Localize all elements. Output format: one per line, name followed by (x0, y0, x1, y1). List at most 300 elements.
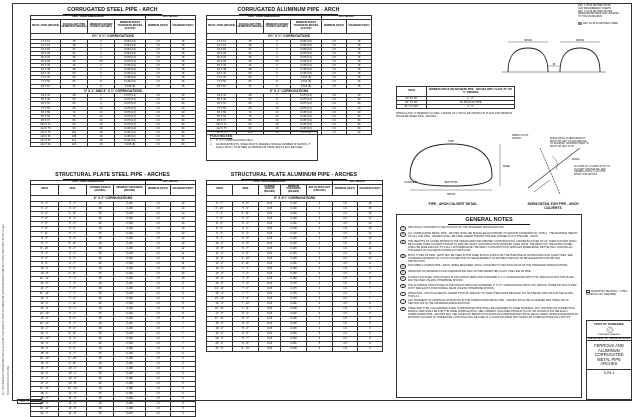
table-cell: 103 X 71 (207, 122, 237, 126)
table-cell: 31.8 (259, 236, 281, 241)
table-cell: 18 (87, 412, 114, 417)
table-cell: 0.109 (12) (115, 131, 146, 135)
table-cell: 54 (237, 72, 264, 76)
table-cell: 4 (307, 216, 333, 221)
table-cell: 5 (307, 346, 333, 351)
table-cell: 24 X 18 (31, 47, 61, 51)
table-cell: 13' - 9" (207, 276, 233, 281)
table-cell: 1' - 0" (427, 97, 515, 101)
table-cell: 0.105 (12) (291, 59, 322, 63)
table-cell: 1.5 (146, 377, 171, 382)
table-cell: 20' - 7" (31, 412, 59, 417)
table-cell: 1.5 (146, 362, 171, 367)
table-cell: 18 (87, 261, 114, 266)
table-cell: 112 X 75 (31, 126, 61, 130)
table-cell: 0.100 (281, 231, 307, 236)
table-cell: 1.5 (333, 326, 358, 331)
table-cell: 17 X 13 (207, 39, 237, 43)
revision-line (578, 22, 634, 26)
table-cell: 15 (237, 39, 264, 43)
table-cell: 18 (87, 351, 114, 356)
table-cell: 18 (87, 382, 114, 387)
table-cell: 0.225 (281, 316, 307, 321)
table-cell: 6 (171, 356, 196, 361)
table-cell: 0.138 (114, 362, 146, 367)
table-cell: 1.5 (146, 311, 171, 316)
table-cell: 72 (61, 84, 88, 88)
table-cell: 14 (264, 110, 291, 114)
table-cell: 10 (358, 256, 383, 261)
table-cell: 15 (171, 43, 196, 47)
table-cell: 20 (347, 131, 372, 135)
table-cell: 5' - 11" (59, 241, 87, 246)
table-cell: 10' - 6" (59, 377, 87, 382)
table-cell: 7 (88, 94, 115, 98)
table-cell: 3 (88, 47, 115, 51)
table-cell: 54 (61, 72, 88, 76)
table-cell: 18 (61, 43, 88, 47)
table-cell: 7' - 2" (233, 271, 259, 276)
table-cell: 1.5 (146, 221, 171, 226)
table-cell: 8' - 7" (59, 321, 87, 326)
table-cell: 6' - 7" (59, 261, 87, 266)
table-cell: 0.109 (114, 311, 146, 316)
table-cell: 5' - 1" (59, 216, 87, 221)
table-cell: 15 (171, 55, 196, 59)
table-cell: 4 (307, 296, 333, 301)
general-notes-title: GENERAL NOTES (397, 217, 581, 225)
table-cell: 60 X 46 (31, 98, 61, 102)
table-cell: 18 (87, 241, 114, 246)
table-cell: 0.079 (14) (115, 98, 146, 102)
table-cell: 9' - 5" (59, 346, 87, 351)
table-cell: 16 (88, 122, 115, 126)
table-cell: 1.5 (322, 114, 347, 118)
table-cell: 5 (358, 331, 383, 336)
table-cell: 142 X 91 (31, 143, 61, 147)
table-cell: 7' - 8" (31, 226, 59, 231)
table-cell: 1/2 SPAN OF PIPE (427, 101, 515, 105)
table-cell: 8' - 9" (59, 326, 87, 331)
table-cell: 20 (347, 110, 372, 114)
ssp-h-min: MINIMUM (FEET) (146, 184, 171, 195)
table-cell: 6' - 8" (233, 251, 259, 256)
table-cell: 8' - 7" (31, 241, 59, 246)
table-cell: 5' - 9" (59, 236, 87, 241)
table-cell: 6' - 6" (233, 241, 259, 246)
drawing-name-line: FERROUS AND (594, 343, 624, 348)
table-cell: 0.168 (8) (115, 84, 146, 88)
table-cell: 108 (61, 135, 88, 139)
table-cell: 0.109 (114, 306, 146, 311)
table-cell: 9' - 11" (59, 362, 87, 367)
table-cell: 1.5 (333, 231, 358, 236)
table-cell: 13 (171, 226, 196, 231)
table-cell: 15 (171, 84, 196, 88)
table-cell: 0.125 (281, 236, 307, 241)
table-cell: 31.8 (259, 286, 281, 291)
table-cell: 6 (358, 311, 383, 316)
table-cell: 1.5 (146, 143, 171, 147)
table-cell: 42 X 29 (207, 59, 237, 63)
sap-title: STRUCTURAL PLATE ALUMINUM PIPE - ARCHES (206, 172, 382, 180)
note-letter-badge: K (400, 307, 406, 311)
table-cell: 5 (171, 397, 196, 402)
table-cell: 18 (87, 387, 114, 392)
table-cell: 12' - 10" (31, 311, 59, 316)
table-cell: 4 (307, 256, 333, 261)
general-note-item (400, 292, 578, 298)
side-file-path: Q:\ STANDARD DRAWINGS\D-CULVERT\ FERROUS AND ALUMINUM CORRUGATED METAL PIPE ARCHES D-PA-4.dgn (1, 224, 5, 395)
table-cell: 0.109 (114, 241, 146, 246)
table-cell: 1.5 (146, 412, 171, 417)
table-cell: 36 (61, 59, 88, 63)
table-cell: 18 (87, 221, 114, 226)
legend (586, 290, 632, 297)
table-cell: 10' - 2" (207, 241, 233, 246)
table-cell: 48 (237, 68, 264, 72)
table-cell: 0.109 (114, 296, 146, 301)
table-cell: 14' - 1" (31, 326, 59, 331)
table-cell: 36" TO 84" (397, 101, 427, 105)
table-cell: 31.8 (259, 221, 281, 226)
table-cell: 0.138 (114, 351, 146, 356)
table-cell: 31.8 (259, 291, 281, 296)
table-cell: 11' - 4" (59, 402, 87, 407)
csp-title: CORRUGATED STEEL PIPE - ARCH (30, 7, 195, 15)
table-cell: 18 (87, 341, 114, 346)
table-cell: UP TO 36" (397, 97, 427, 101)
table-cell: 3 (88, 51, 115, 55)
table-cell: 0.109 (114, 231, 146, 236)
table-cell: 1.5 (146, 271, 171, 276)
table-cell: 20 (171, 106, 196, 110)
table-cell: 0.109 (114, 336, 146, 341)
footnotes-title: FOOTNOTES (210, 133, 233, 138)
table-cell: 18 (87, 331, 114, 336)
table-cell: 72 (237, 84, 264, 88)
table-cell: 20 (171, 94, 196, 98)
table-cell: 4 (307, 271, 333, 276)
table-cell: 112 X 75 (207, 126, 237, 130)
table-cell: 15' - 10" (207, 296, 233, 301)
csp-table (30, 15, 196, 147)
table-cell: 1.5 (146, 106, 171, 110)
table-cell: 6 (171, 367, 196, 372)
footnote-item (210, 143, 314, 149)
table-cell: 1.5 (146, 236, 171, 241)
table-cell: 0.064 (16) (115, 43, 146, 47)
table-cell: 0.225 (281, 326, 307, 331)
table-cell: 7 (171, 326, 196, 331)
sap-h-rise: RISE (233, 184, 259, 195)
table-cell: 103 X 71 (31, 122, 61, 126)
table-cell: 1.5 (146, 231, 171, 236)
table-cell: 18 (87, 367, 114, 372)
table-cell: 15' - 4" (207, 291, 233, 296)
table-cell: 11' - 2" (59, 397, 87, 402)
cap-h-eq: EQUIVALENT PIPE DIAMETER (INCHES) (237, 19, 264, 33)
table-cell: 0.100 (281, 211, 307, 216)
table-cell: 18 (88, 139, 115, 143)
table-cell: 6 (171, 362, 196, 367)
table-cell: 10 (171, 266, 196, 271)
table-cell: 0.138 (114, 367, 146, 372)
table-cell: 19' - 11" (31, 407, 59, 412)
table-cell: 18 (87, 236, 114, 241)
table-cell: 7' - 3" (31, 221, 59, 226)
table-cell: 0.079 (14) (115, 106, 146, 110)
table-cell: 1.5 (146, 367, 171, 372)
table-cell: 12 (171, 236, 196, 241)
table-cell: 31.8 (259, 211, 281, 216)
table-cell: 0.109 (114, 251, 146, 256)
table-cell: 21' - 0" (207, 346, 233, 351)
table-cell: 90 (237, 122, 264, 126)
table-cell: 18 (87, 251, 114, 256)
spacing-note: WHEN CLASS "A" BEDDING IS USED, A SPACE OF 2' SHALL BE SHOWN ON PLANS FOR MINIMUM SPACE BETWEEN PIPE - ARCHES. (396, 112, 513, 118)
general-note-item (400, 270, 578, 274)
table-cell: 15 (171, 47, 196, 51)
table-cell: 9' - 6" (31, 256, 59, 261)
table-cell: 8' - 2" (31, 236, 59, 241)
table-cell: 42 (237, 64, 264, 68)
table-cell: 3 (264, 43, 291, 47)
skew-detail-caption: SKEW DETAIL FOR PIPE - ARCH CULVERTS (527, 202, 579, 210)
table-cell: 1.5 (333, 286, 358, 291)
table-cell: 7 (264, 76, 291, 80)
table-cell: 1.5 (146, 387, 171, 392)
table-cell: 20 (347, 126, 372, 130)
table-cell: 31.8 (259, 281, 281, 286)
table-cell: 5 (171, 407, 196, 412)
table-cell: 0.168 (8) (115, 143, 146, 147)
table-cell: 4 (307, 306, 333, 311)
table-cell: 10' - 1" (59, 367, 87, 372)
table-cell: 20 (171, 139, 196, 143)
table-cell: 6' - 5" (233, 236, 259, 241)
table-cell: 0.188 (114, 402, 146, 407)
cap-h-fill: FILL HEIGHT (322, 16, 372, 20)
table-cell: 1.5 (322, 122, 347, 126)
table-cell: 6 (358, 306, 383, 311)
table-cell: 18 (87, 226, 114, 231)
table-cell: 0.109 (114, 221, 146, 226)
table-cell: 3 (88, 39, 115, 43)
table-cell: 7' - 3" (59, 281, 87, 286)
table-cell: 0.075 (14) (291, 55, 322, 59)
table-cell: 1.5 (322, 106, 347, 110)
ssp-h-fill: FILL HEIGHT (146, 181, 196, 185)
spacing-table (396, 86, 515, 109)
table-cell: 60 (237, 102, 264, 106)
drawing-name-line: ARCHES (600, 361, 618, 367)
table-cell: 1.5 (333, 251, 358, 256)
table-row (31, 412, 196, 417)
road-label: ROAD (572, 158, 580, 161)
table-cell: 1.5 (146, 281, 171, 286)
table-cell: 8' - 10" (31, 246, 59, 251)
cap-title: CORRUGATED ALUMINUM PIPE - ARCH (206, 7, 371, 15)
table-cell: 10' - 10" (59, 387, 87, 392)
state-seal-icon (587, 326, 633, 334)
table-cell: 0.250 (281, 331, 307, 336)
table-cell: 20 (171, 98, 196, 102)
table-cell: 0.109 (114, 256, 146, 261)
general-note-item (400, 232, 578, 238)
table-cell: 0.109 (114, 286, 146, 291)
table-cell: 17' - 11" (207, 316, 233, 321)
table-cell: 8' - 4" (59, 311, 87, 316)
table-cell: 8 (264, 80, 291, 84)
table-cell: 0.109 (114, 206, 146, 211)
table-cell: 1.5 (322, 72, 347, 76)
table-cell: 1.5 (333, 261, 358, 266)
table-cell: 20 (347, 106, 372, 110)
table-cell: 0.109 (12) (115, 72, 146, 76)
table-cell: 0.100 (281, 216, 307, 221)
table-cell: 83 X 57 (31, 84, 61, 88)
table-cell: 15' - 8" (31, 351, 59, 356)
table-cell: 1.5 (146, 76, 171, 80)
note-text: STEEL AND TYPE 2 GALVANIZED STEEL CORRUGATED PIPE SHALL BE ASSIGNED TO SAME MATERIAL. ANY JOINTING OR CONNECTING BANDS USED SHALL BE FOR THE SAME CORRUGATION. SEE CURRENT QUALIFIED PRODUCTS LIST OR FOUND IN 615 HELICALLY CORRUGATED PIPE - ARCHES MAY USE COUPLING BANDS WITH ANNULAR CORRUGATIONS SHALL BE ALLOWED. WHEN EXTENSIONS AS EXISTING CULVERT IS CONNECTED. COUPLING WILL BE USED IF A COUPLING BAND WITH ANNULAR CORRUGATIONS WILL NOT FIT. (408, 307, 578, 320)
table-cell: 8 (88, 98, 115, 102)
corrugation-section-label: 2⅔" X ½" CORRUGATIONS (207, 33, 372, 39)
table-cell: 1.5 (146, 266, 171, 271)
table-cell: 1.5 (333, 301, 358, 306)
table-cell: 81 X 59 (31, 110, 61, 114)
table-cell: 1.5 (322, 94, 347, 98)
table-cell: 20 (171, 126, 196, 130)
table-cell: 20' - 6" (207, 341, 233, 346)
table-cell: 20 (347, 114, 372, 118)
table-cell: 0.138 (10) (115, 80, 146, 84)
table-cell: 1.5 (146, 131, 171, 135)
table-cell: 6 (171, 372, 196, 377)
table-cell: 1.5 (333, 206, 358, 211)
table-cell: 8 (358, 281, 383, 286)
table-cell: 8' - 11" (59, 331, 87, 336)
table-cell: 6 (171, 377, 196, 382)
table-cell: 0.075 (14) (291, 51, 322, 55)
table-cell: 18 (87, 316, 114, 321)
table-cell: 0.060 (16) (291, 39, 322, 43)
table-cell: 4 (307, 316, 333, 321)
table-cell: 5 (171, 392, 196, 397)
table-cell: 4 (307, 236, 333, 241)
table-cell: 18 (87, 346, 114, 351)
table-cell: 18 (264, 131, 291, 135)
table-cell: 5' - 9" (233, 206, 259, 211)
table-cell: 0.168 (114, 387, 146, 392)
table-cell: 1.5 (146, 392, 171, 397)
table-cell: 54 (237, 98, 264, 102)
table-cell: 1.5 (322, 110, 347, 114)
table-cell: 0.175 (281, 296, 307, 301)
table-cell: 35 X 24 (31, 55, 61, 59)
note-letter-badge: C (400, 240, 406, 244)
table-cell: 14 (88, 110, 115, 114)
table-cell: 0.109 (12) (115, 68, 146, 72)
table-row (397, 105, 515, 109)
table-cell: 12' - 2" (207, 261, 233, 266)
table-cell: 1.5 (322, 126, 347, 130)
table-cell: 1.5 (322, 118, 347, 122)
table-cell: 84 (61, 118, 88, 122)
table-cell: 1.5 (146, 226, 171, 231)
table-cell: 0.075 (14) (291, 98, 322, 102)
table-cell: 0.164 (8) (291, 76, 322, 80)
table-cell: 4 (307, 246, 333, 251)
table-cell: 5 (358, 336, 383, 341)
table-cell: 0.200 (281, 306, 307, 311)
table-cell: 10' - 8" (59, 382, 87, 387)
table-cell: 14 (171, 221, 196, 226)
table-cell: 7' - 8" (233, 296, 259, 301)
table-cell: 18 (264, 126, 291, 130)
table-cell: 31.8 (259, 216, 281, 221)
table-cell: 72 (237, 110, 264, 114)
table-cell: 1.5 (322, 98, 347, 102)
table-cell: 16' - 11" (207, 306, 233, 311)
table-cell: 6' - 1" (233, 221, 259, 226)
table-cell: 20 (347, 102, 372, 106)
table-cell: 96 (61, 126, 88, 130)
table-cell: 15' - 6" (31, 346, 59, 351)
table-cell: 1.5 (333, 341, 358, 346)
table-cell: 4' - 9" (59, 206, 87, 211)
table-cell: 1.5 (146, 126, 171, 130)
table-cell: 0.109 (114, 266, 146, 271)
table-cell: 6' - 3" (233, 231, 259, 236)
table-cell: 77 X 52 (31, 80, 61, 84)
table-cell: 1.5 (146, 80, 171, 84)
table-cell: 6' - 7" (233, 246, 259, 251)
table-cell: 1.5 (333, 246, 358, 251)
table-cell: 7' - 7" (233, 291, 259, 296)
table-cell: 8' - 5" (233, 331, 259, 336)
table-cell: 0.100 (281, 221, 307, 226)
table-cell: 9 (88, 102, 115, 106)
table-row (31, 143, 196, 147)
table-cell: 0.168 (114, 377, 146, 382)
table-cell: 19' - 0" (207, 326, 233, 331)
table-cell: 4 (307, 226, 333, 231)
table-cell: 0.150 (281, 266, 307, 271)
table-cell: 6' - 1" (59, 246, 87, 251)
table-cell: 5 (358, 346, 383, 351)
table-cell: 5' - 7" (59, 231, 87, 236)
table-cell: 0.168 (114, 397, 146, 402)
table-cell: 18 (87, 281, 114, 286)
table-cell: 48 (61, 68, 88, 72)
table-cell: 66 (61, 106, 88, 110)
table-cell: 1.5 (146, 64, 171, 68)
table-cell: 137 X 87 (31, 139, 61, 143)
table-cell: 20 (347, 98, 372, 102)
table-cell: 42 (61, 64, 88, 68)
footnotes-box (206, 131, 318, 161)
table-cell: 1.5 (333, 256, 358, 261)
table-cell: 31.8 (259, 256, 281, 261)
table-cell: 3½ (88, 59, 115, 63)
table-cell: 10 (171, 276, 196, 281)
table-cell: 12' - 4" (31, 296, 59, 301)
legend-box-icon (586, 290, 590, 293)
table-cell: 8' - 5" (59, 316, 87, 321)
footnote-text: ALUMINUM BOLTS: STEEL BOLTS, WHERE A SINGLE NUMBER IS SHOWN, IT SHALL APPLY TO EITHER ALUMINUM OR STEEL BOLTS MAY BE USED. (216, 142, 311, 149)
table-cell: 18 (87, 231, 114, 236)
